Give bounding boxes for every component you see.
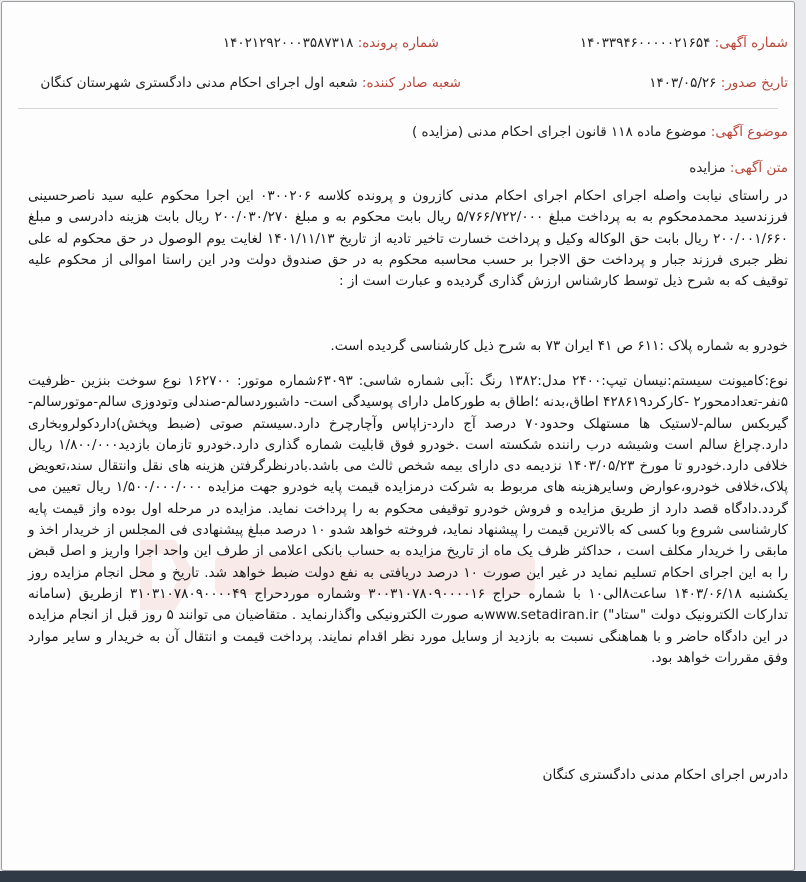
ad-number-value: ۱۴۰۳۳۹۴۶۰۰۰۰۰۲۱۶۵۴ xyxy=(579,35,711,51)
signature: دادرس اجرای احکام مدنی دادگستری کنگان xyxy=(542,767,788,783)
ad-text-value: مزایده xyxy=(689,160,726,176)
ad-number xyxy=(580,35,788,51)
ad-text-label: متن آگهی: xyxy=(729,160,788,176)
paragraph-intro: در راستای نیابت واصله اجرای احکام اجرای احکام مدنی کازرون و پرونده کلاسه ۰۳۰۰۲۰۶ این اجرا محکوم علیه سید ناصرحسینی فرزندسید محمدمحکوم به به پرداخت مبلغ ۵/۷۶۶/۷۲۲/۰۰۰ ریال بابت محکوم به و مبلغ ۲۰۰/۰۳۰/۲۷۰ ریال بابت هزینه دادرسی و مبلغ ۲۰۰/۰۰۱/۶۶۰ ریال بابت حق الوکاله وکیل و پرداخت خسارت تاخیر تادیه از تاریخ ۱۴۰۱/۱۱/۱۳ لغایت یوم الوصول در حق محکوم له علی نظر جبری فرزند جبار و پرداخت حق الاجرا بر حسب محاسبه محکوم به در حق صندوق دولت ودر این راستا اموالی از محکوم علیه توقیف که به شرح ذیل توسط کارشناس ارزش گذاری گردیده و عبارت است از : xyxy=(28,188,789,290)
bottom-bar xyxy=(0,871,806,882)
file-number-label: شماره پرونده: xyxy=(357,35,439,51)
subject-value: موضوع ماده ۱۱۸ قانون اجرای احکام مدنی (مزایده ) xyxy=(411,124,707,140)
ad-text-heading xyxy=(689,160,788,176)
header-divider xyxy=(18,108,778,109)
ad-number-label: شماره آگهی: xyxy=(714,35,788,51)
paragraph-details: نوع:کامیونت سیستم:نیسان تیپ:۲۴۰۰ مدل:۱۳۸۲ رنگ :آبی شماره شاسی: ۶۳۰۹۳شماره موتور: ۱۶۲۷۰۰ نوع سوخت بنزین -ظرفیت ۵نفر-تعدادمحور۲ -کارکرد۴۲۸۶۱۹ اطاق،بدنه ؛اطاق به طورکامل دارای پوسیدگی است- داشبوردسالم-صندلی وتودوزی سالم-موتورسالم-گیربکس سالم-لاستیک ها مستهلک وحدود۷۰ درصد آج دارد-زاپاس وآچارچرخ دارد.سیستم صوتی (ضبط وپخش)داردکولروبخاری دارد.چراغ سالم است وشیشه درب راننده شکسته است .خودرو فوق قابلیت شماره گذاری دارد.خودرو تازمان بازدید۱/۸۰۰/۰۰۰ ریال خلافی دارد.خودرو تا مورخ ۱۴۰۳/۰۵/۲۳ نزدیمه دی دارای بیمه شخص ثالث می باشد.بادرنظرگرفتن هزینه های نقل وانتقال سند،تعویض پلاک،خلافی خودرو،عوارض وسایرهزینه های مربوط به شرکت درمزایده قیمت پایه خودرو جهت مزایده ۱/۵۰۰/۰۰۰/۰۰۰ ریال تعیین می گردد.دادگاه قصد دارد از طریق مزایده و فروش خودرو توقیفی محکوم به را پرداخت نماید. مزایده در مرحله اول بوده واز قیمت پایه کارشناسی شروع وبا کسی که بالاترین قیمت را پیشنهاد نماید، فروخته خواهد شدو ۱۰ درصد مبلغ پیشنهادی فی المجلس از خریدار اخذ و مابقی را خریدار مکلف است ، حداکثر ظرف یک ماه از تاریخ مزایده به حساب بانکی اعلامی از طرف این واحد اجرا واریز و اصل قبض را به این اجرای احکام تسلیم نماید در غیر این صورت ۱۰ درصد دریافتی به نفع دولت ضبط خواهد شد. تاریخ و محل انجام مزایده روز یکشنبه ۱۴۰۳/۰۶/۱۸ ساعت۸الی۱۰ با شماره حراج ۳۰۰۳۱۰۷۸۰۹۰۰۰۰۱۶ وشماره موردحراج ۳۱۰۳۱۰۷۸۰۹۰۰۰۰۴۹ ازطریق (سامانه تدارکات الکترونیک دولت "ستاد") www.setadiran.irبه صورت الکترونیکی واگذارنماید . متقاضیان می توانند ۵ روز قبل از انجام مزایده در این دادگاه حاضر و با هماهنگی نسبت به بازدید از وسایل مورد نظر اقدام نمایند. پرداخت قیمت و انتقال آن به خریدار و سایر موارد وفق مقررات خواهد بود. xyxy=(28,373,788,666)
subject-label: موضوع آگهی: xyxy=(710,124,788,140)
file-number xyxy=(223,35,439,51)
issue-date xyxy=(649,75,788,91)
issuer xyxy=(40,75,461,91)
subject xyxy=(412,124,788,140)
signature-block xyxy=(28,765,788,786)
issue-date-label: تاریخ صدور: xyxy=(720,75,788,91)
issuer-label: شعبه صادر کننده: xyxy=(361,75,461,91)
issue-date-value: ۱۴۰۳/۰۵/۲۶ xyxy=(649,75,717,91)
file-number-value: ۱۴۰۲۱۲۹۲۰۰۰۳۵۸۷۳۱۸ xyxy=(222,35,354,51)
body-paragraph-1 xyxy=(28,186,788,292)
body-paragraph-3 xyxy=(28,371,788,669)
paragraph-plate: خودرو به شماره پلاک :۶۱۱ ص ۴۱ ایران ۷۳ به شرح ذیل کارشناسی گردیده است. xyxy=(330,338,788,354)
issuer-value: شعبه اول اجرای احکام مدنی دادگستری شهرستان کنگان xyxy=(40,75,358,91)
body-paragraph-2 xyxy=(28,336,788,357)
page-edge xyxy=(796,0,806,882)
